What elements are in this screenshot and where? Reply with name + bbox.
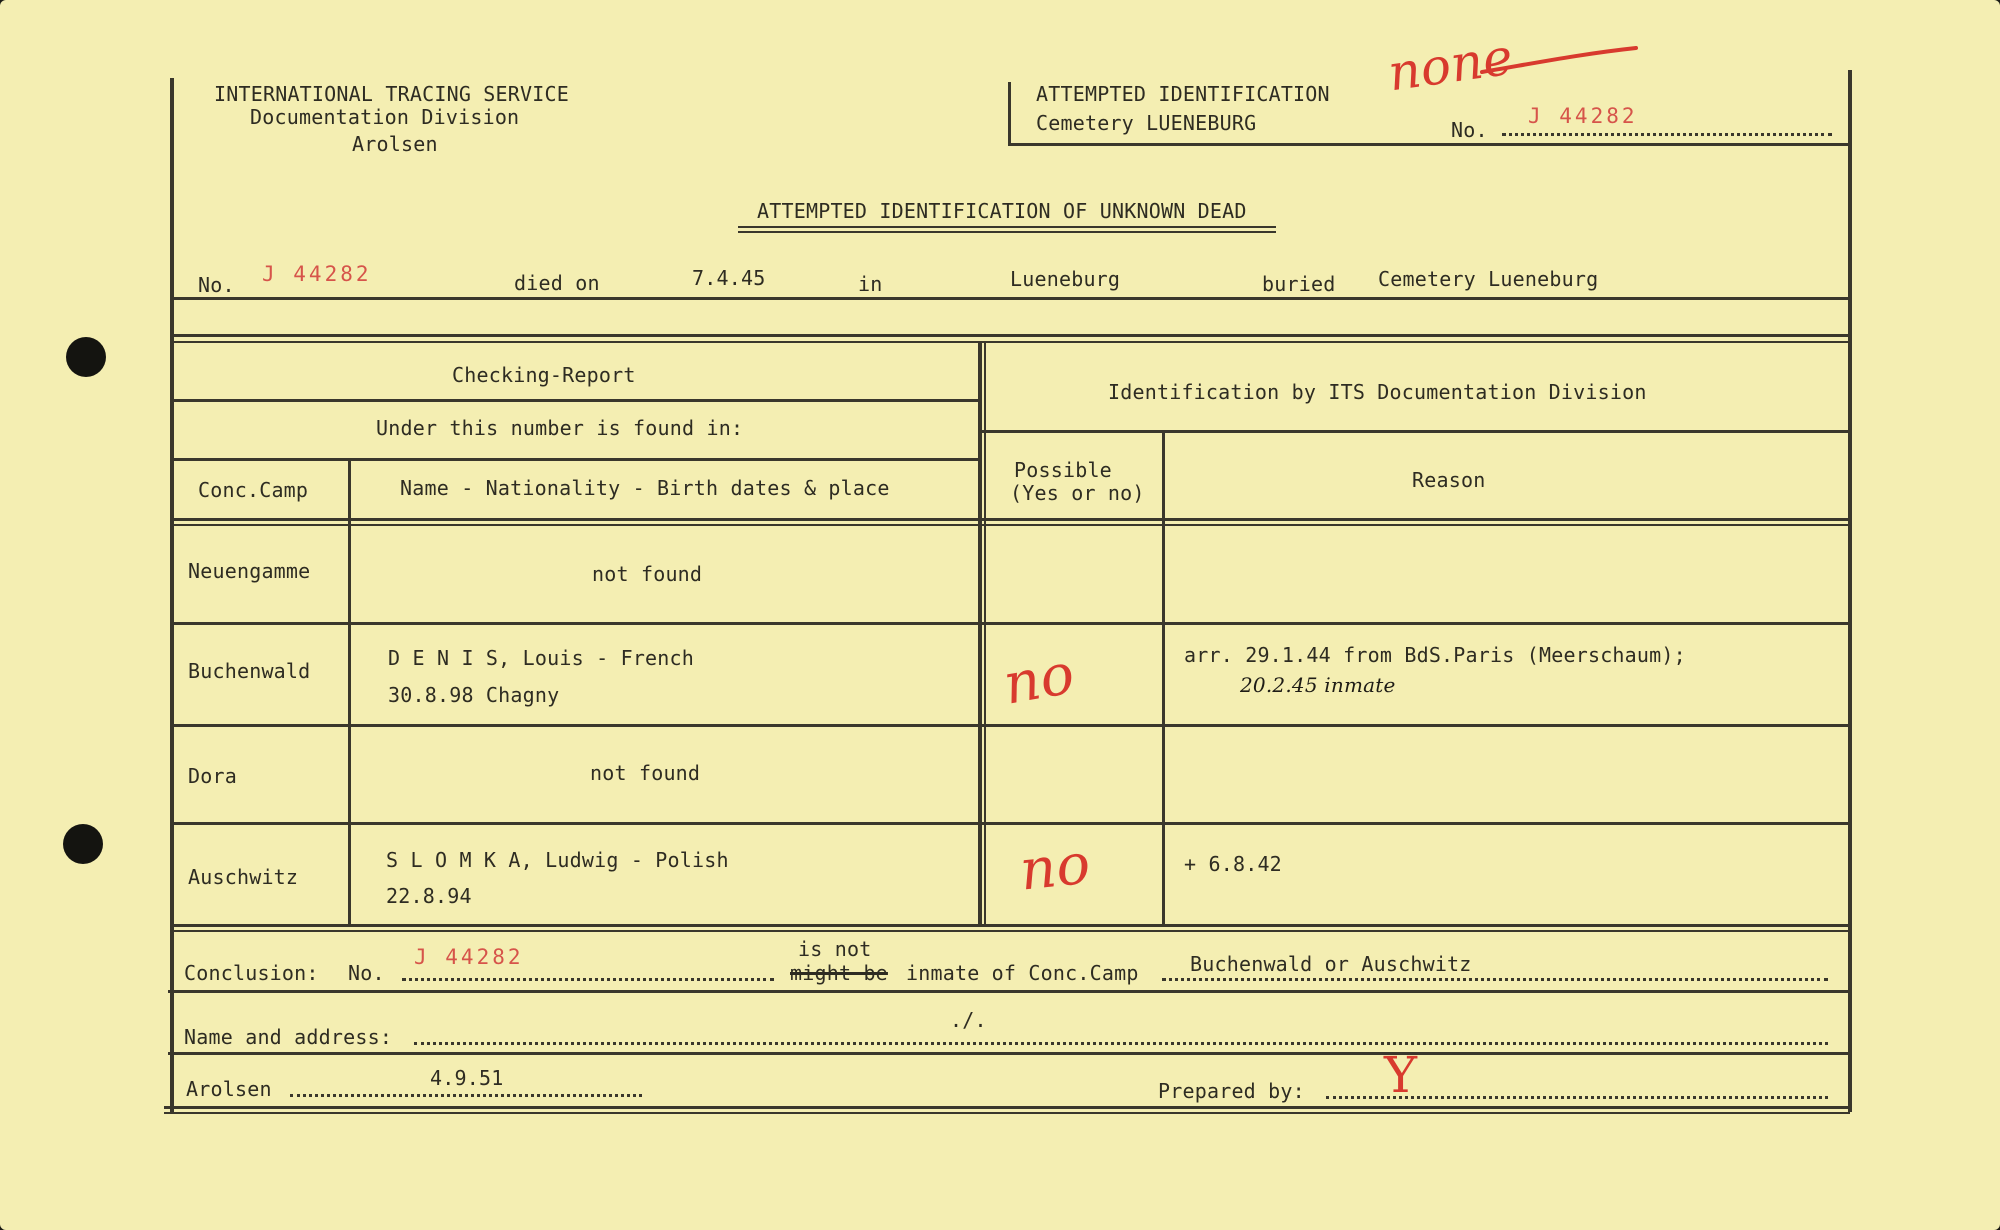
table-bottom-line-2 (172, 930, 1850, 932)
footer-date-dots (290, 1094, 642, 1097)
header-box-bottom-border (1008, 143, 1850, 146)
row-4-name-line-1: S L O M K A, Ludwig - Polish (386, 848, 729, 872)
col-line-middle-2 (984, 343, 986, 927)
record-line (172, 297, 1850, 300)
identification-divider (980, 430, 1850, 433)
conclusion-inmate-label: inmate of Conc.Camp (906, 961, 1139, 985)
col-line-possible (1162, 432, 1165, 927)
title-underline-1 (738, 226, 1276, 228)
punch-hole-top (66, 337, 106, 377)
conclusion-might-be-struck: might be (790, 961, 888, 985)
buried-label: buried (1262, 272, 1336, 296)
col-line-camp (348, 461, 351, 927)
row-4-name-line-2: 22.8.94 (386, 884, 472, 908)
row-3-camp: Dora (188, 764, 237, 788)
org-line-3: Arolsen (352, 132, 438, 156)
org-line-2: Documentation Division (250, 105, 520, 129)
row-4-possible: no (1016, 831, 1094, 904)
row-2-reason-line-2: 20.2.45 inmate (1240, 673, 1396, 697)
conclusion-line (168, 990, 1850, 993)
frame-bottom-line-2 (164, 1112, 1850, 1114)
row-2-camp: Buchenwald (188, 659, 311, 683)
row-4-reason-line-1: + 6.8.42 (1184, 852, 1282, 876)
name-address-line (168, 1052, 1850, 1055)
row-separator-2 (172, 724, 1850, 727)
col-header-reason: Reason (1412, 468, 1486, 492)
punch-hole-bottom (63, 824, 103, 864)
conclusion-label: Conclusion: (184, 961, 319, 985)
in-value: Lueneburg (1010, 267, 1121, 291)
conclusion-no-dots (402, 978, 774, 981)
died-on-value: 7.4.45 (692, 266, 766, 290)
table-top-line-2 (172, 341, 1850, 343)
record-no-label: No. (198, 273, 235, 297)
row-separator-3 (172, 822, 1850, 825)
footer-place: Arolsen (186, 1077, 272, 1101)
name-address-value: ./. (950, 1008, 987, 1032)
row-1-name: not found (592, 562, 703, 586)
row-separator-1 (172, 622, 1850, 625)
frame-left-border (170, 78, 174, 1112)
prepared-by-initial: Y (1384, 1046, 1418, 1104)
row-1-camp: Neuengamme (188, 559, 311, 583)
row-2-name-line-1: D E N I S, Louis - French (388, 646, 695, 670)
record-no-value: J 44282 (262, 262, 372, 286)
col-header-line-1 (172, 518, 1850, 521)
title-underline-2 (738, 231, 1276, 233)
buried-value: Cemetery Lueneburg (1378, 267, 1599, 291)
header-box-cemetery: Cemetery LUENEBURG (1036, 111, 1257, 135)
row-3-name: not found (590, 761, 701, 785)
conclusion-camp-value: Buchenwald or Auschwitz (1190, 952, 1472, 976)
document-title: ATTEMPTED IDENTIFICATION OF UNKNOWN DEAD (757, 199, 1247, 223)
col-header-line-2 (172, 524, 1850, 526)
org-line-1: INTERNATIONAL TRACING SERVICE (214, 82, 569, 106)
name-address-dots (414, 1042, 1828, 1045)
checking-report-divider (172, 399, 980, 402)
footer-date: 4.9.51 (430, 1066, 504, 1090)
conclusion-is-not: is not (798, 937, 872, 961)
col-line-middle (978, 343, 982, 927)
header-box-left-border (1008, 82, 1011, 144)
handwritten-none-note: none (1384, 27, 1517, 103)
col-header-camp: Conc.Camp (198, 478, 309, 502)
col-header-possible-1: Possible (1014, 458, 1112, 482)
table-bottom-line-1 (172, 924, 1850, 927)
under-number-heading: Under this number is found in: (376, 416, 744, 440)
row-4-camp: Auschwitz (188, 865, 299, 889)
header-no-value: J 44282 (1528, 104, 1638, 128)
died-on-label: died on (514, 271, 600, 295)
header-box-title: ATTEMPTED IDENTIFICATION (1036, 82, 1330, 106)
frame-bottom-line-1 (164, 1106, 1850, 1109)
under-number-divider (172, 458, 980, 461)
conclusion-no-label: No. (348, 961, 385, 985)
in-label: in (858, 272, 883, 296)
frame-right-border (1848, 70, 1852, 1112)
conclusion-camp-dots (1162, 978, 1828, 981)
header-no-dots (1502, 133, 1832, 136)
col-header-name: Name - Nationality - Birth dates & place (400, 476, 890, 500)
table-top-line-1 (172, 334, 1850, 337)
header-no-label: No. (1451, 118, 1488, 142)
handwritten-stroke (1480, 46, 1640, 76)
prepared-by-label: Prepared by: (1158, 1079, 1305, 1103)
name-address-label: Name and address: (184, 1025, 393, 1049)
identification-heading: Identification by ITS Documentation Division (1108, 380, 1647, 404)
row-2-name-line-2: 30.8.98 Chagny (388, 683, 560, 707)
row-2-possible: no (998, 641, 1080, 718)
row-2-reason-line-1: arr. 29.1.44 from BdS.Paris (Meerschaum); (1184, 643, 1686, 667)
checking-report-heading: Checking-Report (452, 363, 636, 387)
col-header-possible-2: (Yes or no) (1010, 481, 1145, 505)
conclusion-no-value: J 44282 (414, 945, 524, 969)
